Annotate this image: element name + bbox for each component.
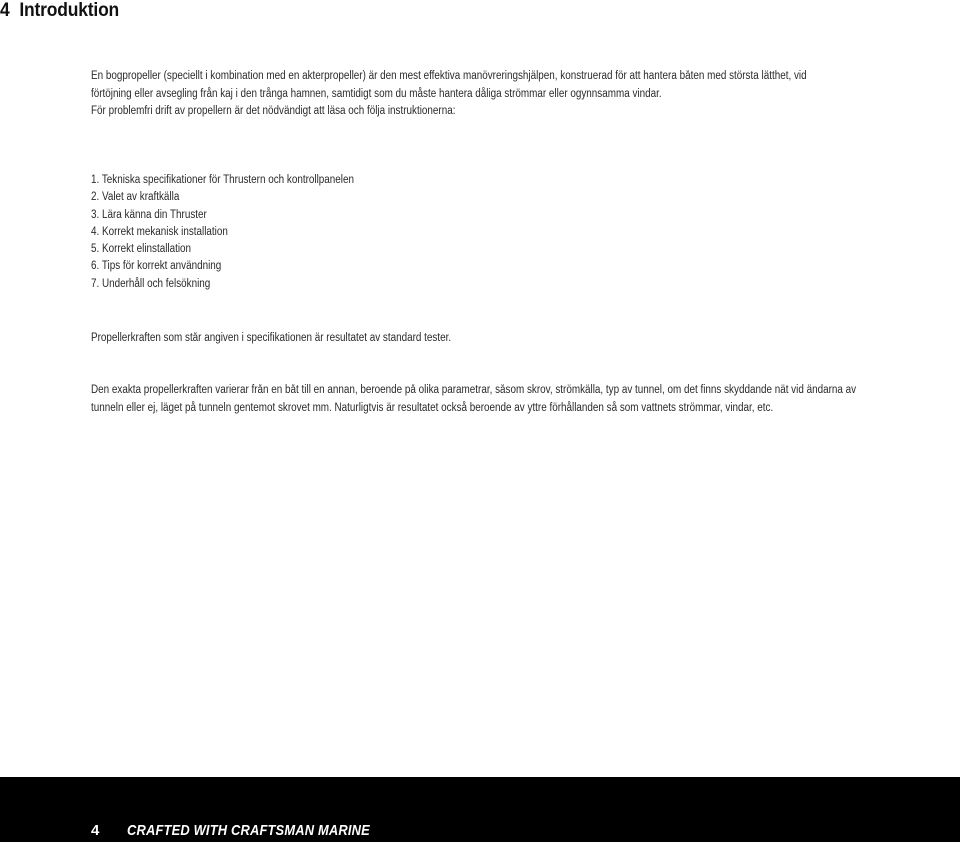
details-line: Den exakta propellerkraften varierar från en båt till en annan, beroende på olika parametrar, såsom skrov, strömkälla, typ av tunnel, om det finns skyddande nät vid ändarna av bbox=[91, 384, 857, 396]
intro-line: En bogpropeller (speciellt i kombination med en akterpropeller) är den mest effektiva manövreringshjälpen, konstruerad för att hantera båten med största lätthet, vid bbox=[91, 70, 807, 82]
list-item: 4. Korrekt mekanisk installation bbox=[91, 225, 228, 238]
list-item: 7. Underhåll och felsökning bbox=[91, 277, 211, 290]
section-number: 4 bbox=[0, 0, 10, 21]
instruction-list bbox=[91, 172, 354, 293]
footer-tagline: CRAFTED WITH CRAFTSMAN MARINE bbox=[127, 822, 370, 839]
intro-line: förtöjning eller avsegling från kaj i den trånga hamnen, samtidigt som du måste hantera dåliga strömmar eller ogynnsamma vindar. bbox=[91, 87, 662, 100]
list-item: 6. Tips för korrekt användning bbox=[91, 260, 222, 273]
page-number: 4 bbox=[91, 822, 100, 839]
list-item: 5. Korrekt elinstallation bbox=[91, 243, 192, 256]
note-line: Propellerkraften som står angiven i specifikationen är resultatet av standard tester. bbox=[91, 332, 452, 344]
details-line: tunneln eller ej, läget på tunneln gentemot skrovet mm. Naturligtvis är resultatet också beroende av yttre förhållanden så som vattnets strömmar, vindar, etc. bbox=[91, 401, 774, 414]
section-title: Introduktion bbox=[19, 0, 120, 21]
thrust-note bbox=[91, 330, 762, 348]
list-item: 2. Valet av kraftkälla bbox=[91, 191, 180, 204]
intro-paragraph bbox=[91, 68, 807, 121]
page-footer bbox=[0, 777, 960, 842]
list-item: 3. Lära känna din Thruster bbox=[91, 208, 207, 221]
list-item: 1. Tekniska specifikationer för Thrustern och kontrollpanelen bbox=[91, 174, 354, 186]
details-paragraph bbox=[91, 382, 857, 417]
intro-line: För problemfri drift av propellern är det nödvändigt att läsa och följa instruktionerna: bbox=[91, 105, 456, 117]
section-heading bbox=[0, 0, 119, 22]
